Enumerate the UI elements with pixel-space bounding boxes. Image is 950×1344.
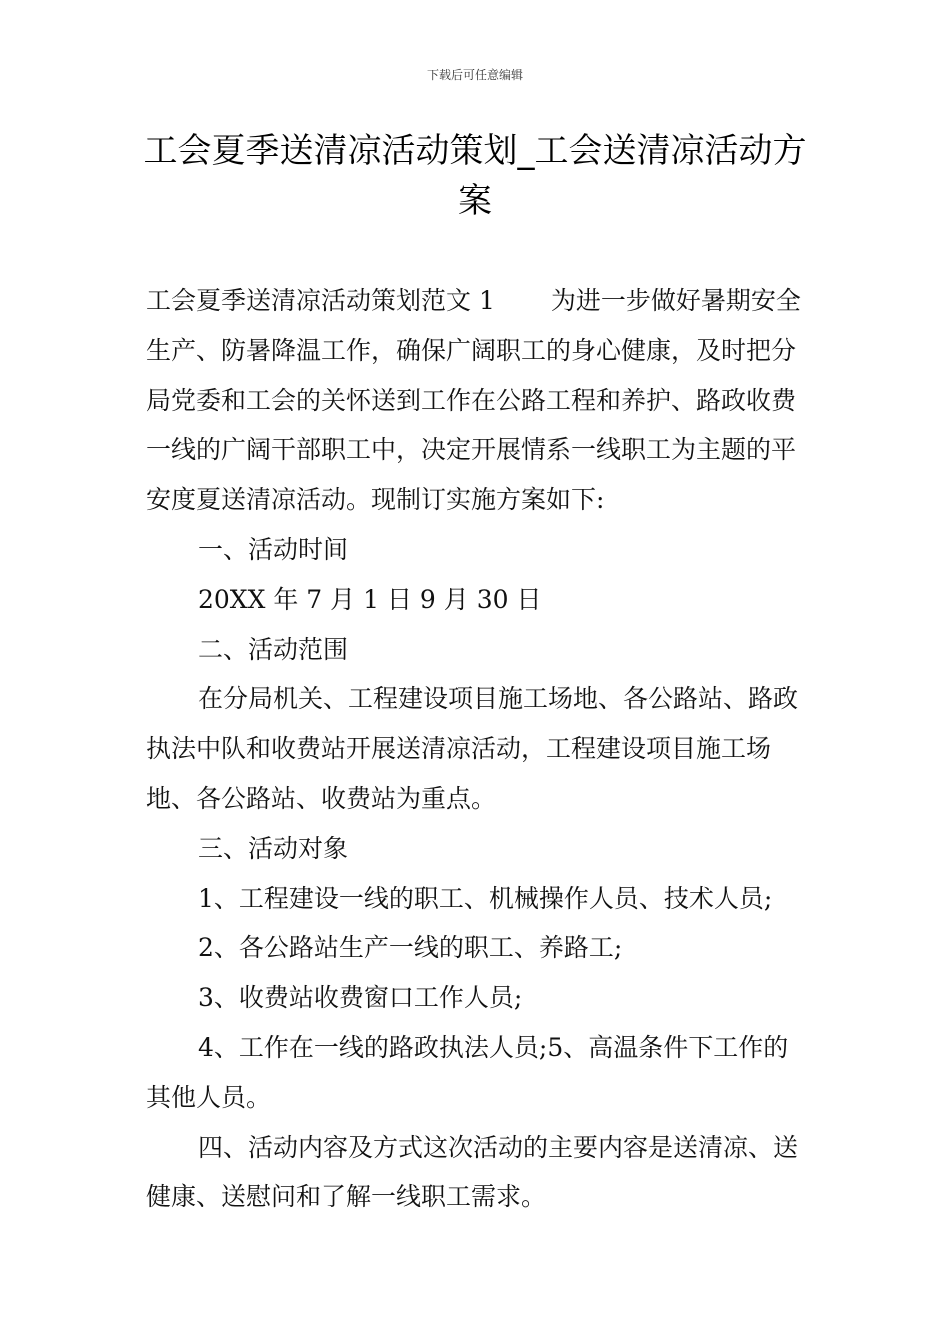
target-item: 4、工作在一线的路政执法人员;5、高温条件下工作的其他人员。 [146, 1032, 789, 1112]
document-title: 工会夏季送清凉活动策划_工会送清凉活动方案 [143, 131, 807, 221]
section-content-scope: 在分局机关、工程建设项目施工场地、各公路站、路政执法中队和收费站开展送清凉活动，工程建设项目施工场地、各公路站、收费站为重点。 [146, 684, 799, 813]
section-content-time: 20XX 年 7 月 1 日 9 月 30 日 [198, 584, 542, 614]
header-note: 下载后可任意编辑 [426, 68, 523, 82]
target-item: 2、各公路站生产一线的职工、养路工; [198, 933, 623, 963]
document-body [146, 276, 806, 1222]
intro-paragraph [146, 276, 806, 525]
section-heading-time: 一、活动时间 [198, 534, 349, 564]
section-heading-targets: 三、活动对象 [198, 833, 349, 863]
intro-text: 为进一步做好暑期安全生产、防暑降温工作，确保广阔职工的身心健康，及时把分局党委和工会的关怀送到工作在公路工程和养护、路政收费一线的广阔干部职工中，决定开展情系一线职工为主题的平安度夏送清凉活动。现制订实施方案如下: [146, 286, 801, 515]
target-item: 3、收费站收费窗口工作人员; [198, 983, 523, 1013]
section-heading-scope: 二、活动范围 [198, 634, 349, 664]
intro-label: 工会夏季送清凉活动策划范文 1 [146, 286, 495, 315]
target-item: 1、工程建设一线的职工、机械操作人员、技术人员; [198, 883, 773, 913]
section-content-activities: 四、活动内容及方式这次活动的主要内容是送清凉、送健康、送慰问和了解一线职工需求。 [146, 1132, 799, 1212]
